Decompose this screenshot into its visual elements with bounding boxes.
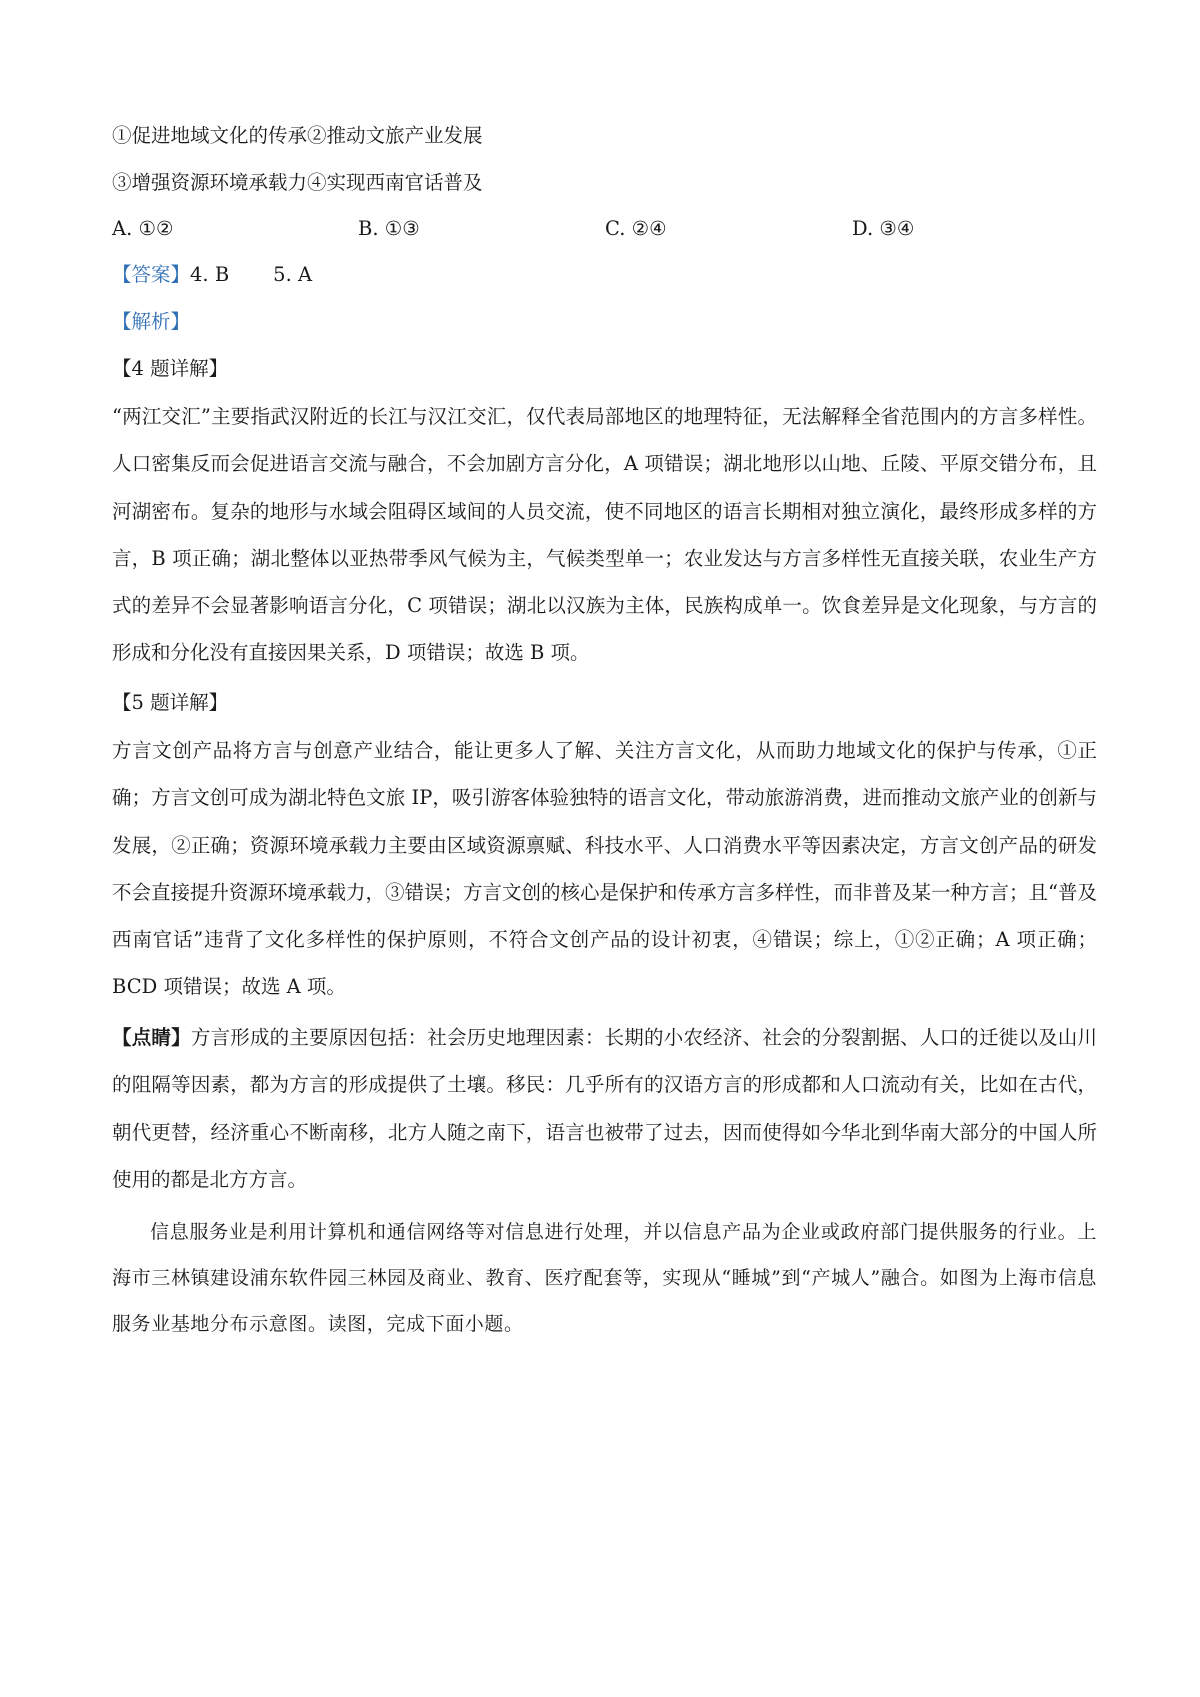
statement-line-1: ①促进地域文化的传承②推动文旅产业发展 xyxy=(112,124,483,147)
material-paragraph: 信息服务业是利用计算机和通信网络等对信息进行处理，并以信息产品为企业或政府部门提供服务的行业。上海市三林镇建设浦东软件园三林园及商业、教育、医疗配套等，实现从“睡城”到“产城人”融合。如图为上海市信息服务业基地分布示意图。读图，完成下面小题。 xyxy=(112,1221,1097,1335)
q4-detail-text: “两江交汇”主要指武汉附近的长江与汉江交汇，仅代表局部地区的地理特征，无法解释全省范围内的方言多样性。人口密集反而会促进语言交流与融合，不会加剧方言分化，A 项错误；湖北地形以山地、丘陵、平原交错分布，且河湖密布。复杂的地形与水域会阻碍区域间的人员交流，使不同地区的语言长期相对独立演化，最终形成多样的方言，B 项正确；湖北整体以亚热带季风气候为主，气候类型单一；农业发达与方言多样性无直接关联，农业生产方式的差异不会显著影响语言分化，C 项错误；湖北以汉族为主体，民族构成单一。饮食差异是文化现象，与方言的形成和分化没有直接因果关系，D 项错误；故选 B 项。 xyxy=(112,405,1097,665)
tip-paragraph xyxy=(112,1014,1097,1203)
tip-text: 方言形成的主要原因包括：社会历史地理因素：长期的小农经济、社会的分裂割据、人口的迁徙以及山川的阻隔等因素，都为方言的形成提供了土壤。移民：几乎所有的汉语方言的形成都和人口流动有关，比如在古代，朝代更替，经济重心不断南移，北方人随之南下，语言也被带了过去，因而使得如今华北到华南大部分的中国人所使用的都是北方方言。 xyxy=(112,1026,1097,1191)
answer-line xyxy=(112,260,1092,290)
tip-tag: 【点睛】 xyxy=(112,1026,191,1049)
q4-detail-title: 【4 题详解】 xyxy=(112,357,229,380)
q5-detail-title: 【5 题详解】 xyxy=(112,691,229,714)
option-a: A. ①② xyxy=(112,217,174,240)
option-b: B. ①③ xyxy=(358,217,420,240)
options-row xyxy=(112,214,1092,244)
statement-line-2: ③增强资源环境承载力④实现西南官话普及 xyxy=(112,171,483,194)
answer-q5: 5. A xyxy=(273,263,313,286)
answer-q4: 4. B xyxy=(190,263,230,286)
option-c: C. ②④ xyxy=(605,217,667,240)
q5-detail-text: 方言文创产品将方言与创意产业结合，能让更多人了解、关注方言文化，从而助力地域文化的保护与传承，①正确；方言文创可成为湖北特色文旅 IP，吸引游客体验独特的语言文化，带动旅游消费，进而推动文旅产业的创新与发展，②正确；资源环境承载力主要由区域资源禀赋、科技水平、人口消费水平等因素决定，方言文创产品的研发不会直接提升资源环境承载力，③错误；方言文创的核心是保护和传承方言多样性，而非普及某一种方言；且“普及西南官话”违背了文化多样性的保护原则，不符合文创产品的设计初衷，④错误；综上，①②正确；A 项正确；BCD 项错误；故选 A 项。 xyxy=(112,739,1097,999)
analysis-tag: 【解析】 xyxy=(112,310,191,333)
option-d: D. ③④ xyxy=(852,217,915,240)
answer-tag: 【答案】 xyxy=(112,263,191,286)
